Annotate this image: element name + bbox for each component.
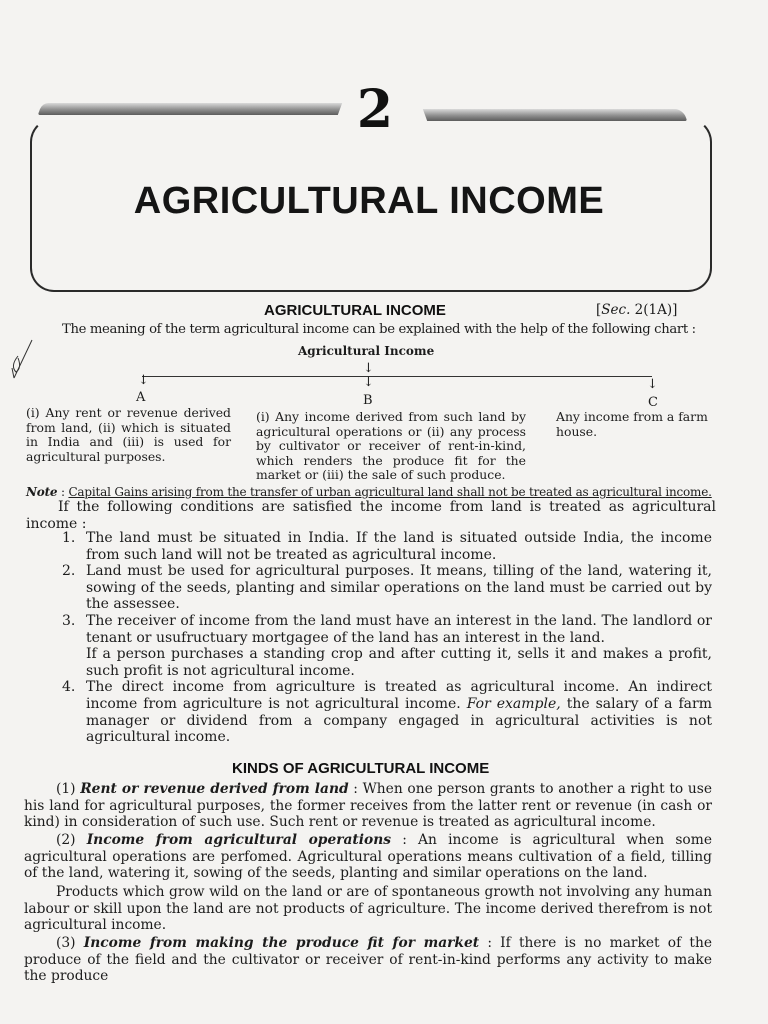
- paragraph-text: Products which grow wild on the land or are of spontaneous growth not involving any human labour or skill upon the land are not products of agriculture. The income derived therefrom is not agricultural income.: [24, 884, 712, 934]
- list-item-text: The receiver of income from the land must have an interest in the land. The landlord or tenant or usufructuary mortgagee of the land has an interest in the land.: [86, 612, 712, 646]
- conditions-list: [60, 530, 712, 746]
- branch-a-text: (i) Any rent or revenue derived from land, (ii) which is situated in India and (iii) is used for agricultural purposes.: [26, 405, 231, 464]
- sec-ref-prefix: Sec.: [601, 302, 631, 318]
- list-item: [60, 563, 712, 613]
- arrow-down-icon: ↓: [647, 377, 658, 392]
- list-item-number: 2.: [62, 563, 76, 580]
- sec-ref-value: 2(1A): [634, 302, 673, 318]
- list-item-text-continued: the salary of a farm manager or dividend from a company engaged in agricultural activities is not agricultural income.: [86, 695, 712, 746]
- list-item-number: 4.: [62, 679, 76, 696]
- chart-root-label: Agricultural Income: [298, 344, 435, 358]
- paragraph-number: (3): [56, 935, 84, 951]
- section-heading-agricultural-income: AGRICULTURAL INCOME: [264, 302, 446, 319]
- branch-letter-b: B: [363, 393, 373, 408]
- header-decorative-bar-left: [38, 103, 342, 115]
- paragraph-wild-products: [24, 884, 712, 934]
- list-item-number: 3.: [62, 612, 76, 629]
- note-text: Capital Gains arising from the transfer of urban agricultural land shall not be treated as agricultural income.: [68, 485, 712, 499]
- paragraph-number: (2): [56, 832, 87, 848]
- chapter-title: AGRICULTURAL INCOME: [133, 180, 605, 222]
- list-item-text-continued: If a person purchases a standing crop and after cutting it, sells it and makes a profit, such profit is not agricultural income.: [86, 646, 712, 679]
- list-item-text: Land must be used for agricultural purposes. It means, tilling of the land, watering it, sowing of the seeds, planting and similar operations on the land must be carried out by the assessee.: [86, 563, 712, 613]
- arrow-down-icon: ↓: [363, 361, 374, 376]
- list-item-example-label: For example,: [466, 695, 561, 712]
- branch-letter-a: A: [136, 390, 146, 405]
- note: [26, 485, 716, 499]
- list-item-text: The direct income from agriculture is treated as agricultural income. An indirect income from agriculture is not agricultural income.: [86, 679, 712, 712]
- branch-c-text: Any income from a farm house.: [556, 409, 708, 439]
- branch-letter-c: C: [648, 395, 658, 410]
- paragraph-number: (1): [56, 781, 81, 797]
- paragraph-lead: Income from making the produce fit for market: [83, 935, 480, 951]
- paragraph-text: : An income is agricultural when some agricultural operations are perfomed. Agricultural operations means cultivation of a field, tilling of the land, watering it, sowing of the seeds, planting and similar operations on the land.: [24, 832, 712, 882]
- note-label: Note: [26, 485, 58, 499]
- pencil-mark-icon: [6, 338, 38, 382]
- list-item-number: 1.: [62, 530, 76, 546]
- chart-intro-text: The meaning of the term agricultural income can be explained with the help of the following chart :: [62, 322, 696, 337]
- arrow-down-icon: ↓: [138, 373, 149, 388]
- list-item: [60, 613, 712, 679]
- paragraph-produce-fit-for-market: [24, 935, 712, 985]
- paragraph-text: : When one person grants to another a right to use his land for agricultural purposes, the former receives from the latter rent or revenue (in cash or kind) in consideration of such use. Such rent or revenue is treated as agricultural income.: [24, 781, 712, 831]
- note-separator: :: [60, 485, 65, 499]
- branch-b-text: (i) Any income derived from such land by agricultural operations or (ii) any process by cultivator or receiver of rent-in-kind, which renders the produce fit for the market or (iii) the sale of such produce.: [256, 409, 526, 482]
- paragraph-lead: Rent or revenue derived from land: [80, 781, 349, 797]
- chart-connector-line: [142, 376, 652, 377]
- paragraph-text: : If there is no market of the produce of the field and the cultivator or receiver of rent-in-kind performs any activity to make the produce: [24, 935, 713, 985]
- section-reference: [Sec. 2(1A)]: [596, 302, 678, 318]
- chapter-number: 2: [356, 79, 394, 140]
- list-item: [60, 530, 712, 563]
- list-item: [60, 679, 712, 745]
- paragraph-lead: Income from agricultural operations: [86, 832, 392, 848]
- section-heading-kinds: KINDS OF AGRICULTURAL INCOME: [232, 760, 490, 777]
- paragraph-rent-revenue: [24, 781, 712, 831]
- arrow-down-icon: ↓: [363, 375, 374, 390]
- paragraph-agricultural-operations: [24, 832, 712, 882]
- conditions-intro: If the following conditions are satisfied the income from land is treated as agricultural income :: [26, 499, 716, 532]
- list-item-text: The land must be situated in India. If the land is situated outside India, the income from such land will not be treated as agricultural income.: [86, 530, 712, 563]
